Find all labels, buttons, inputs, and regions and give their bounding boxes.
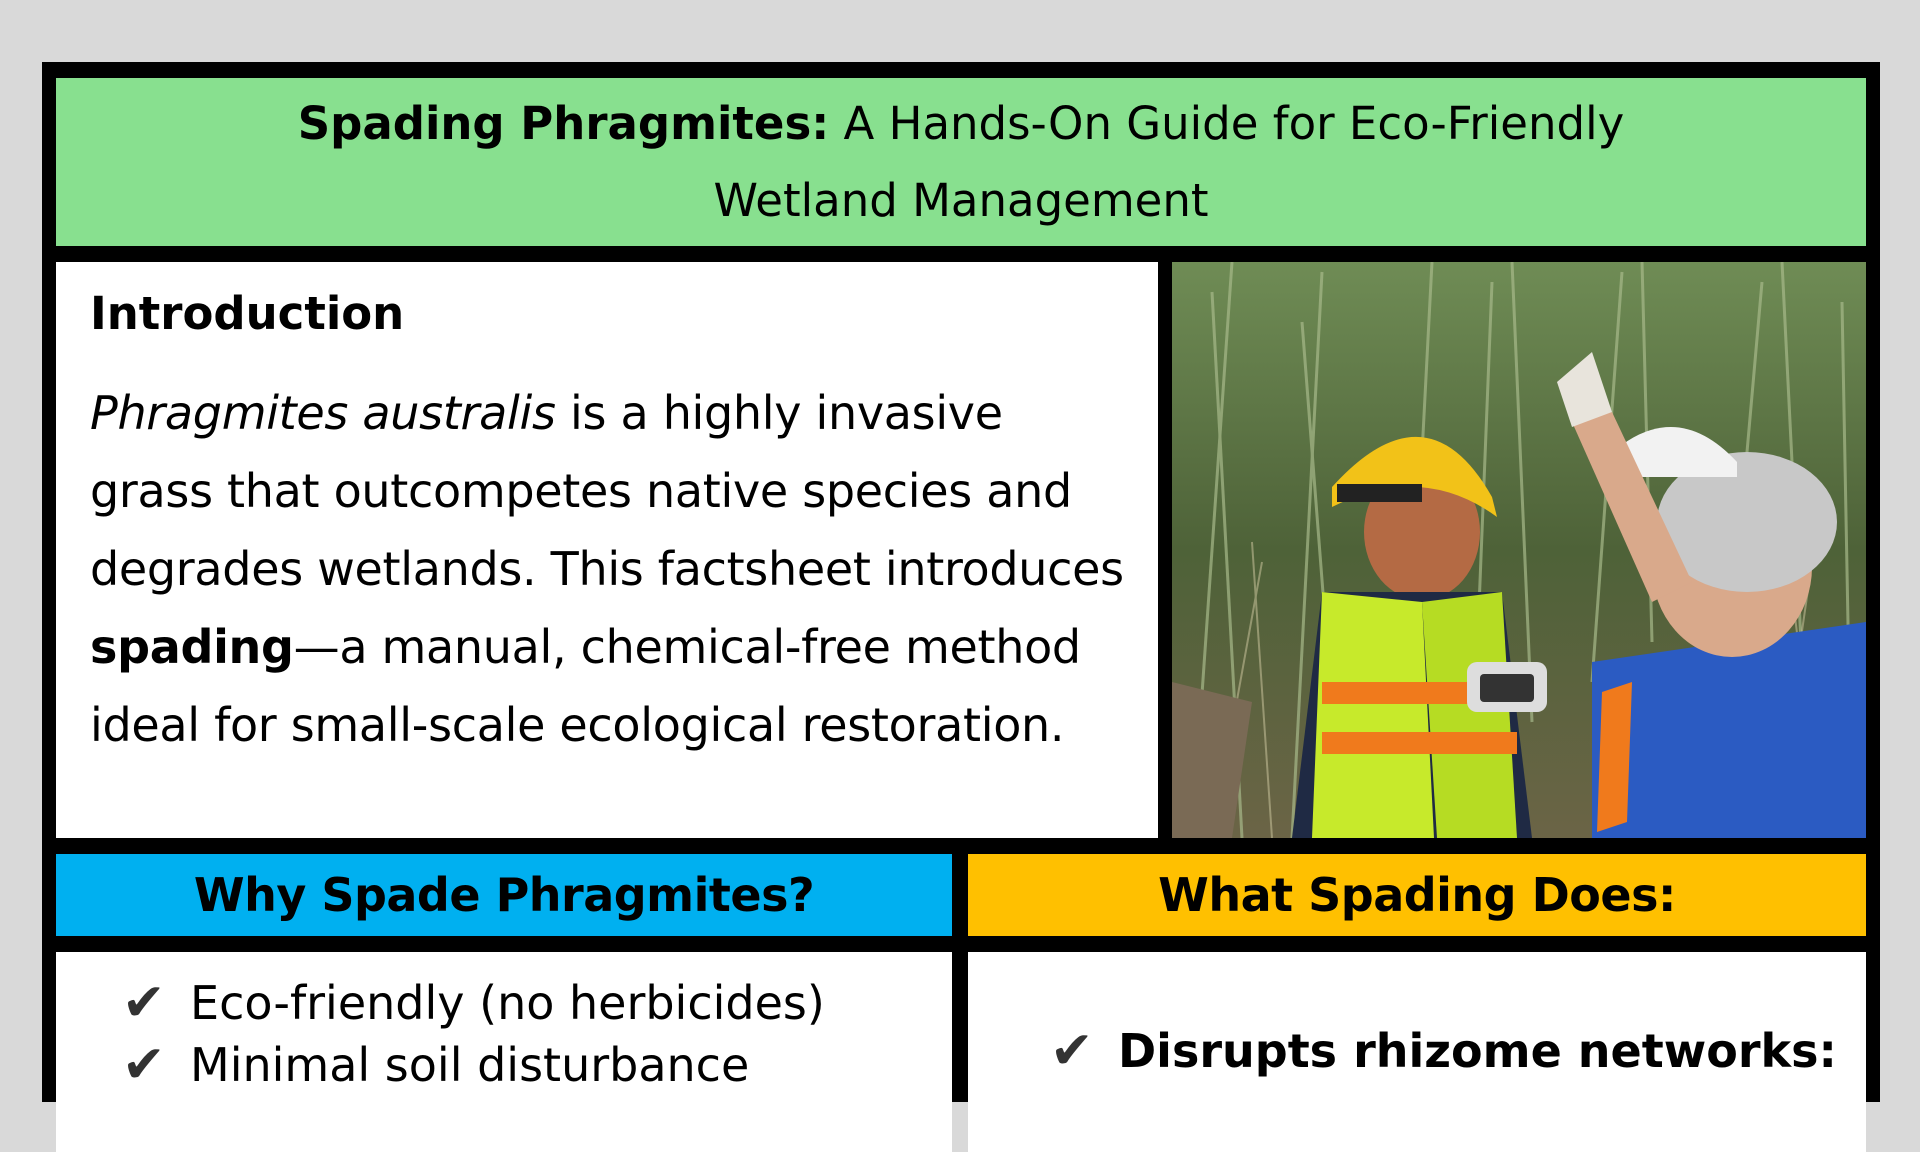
- what-section-body: [968, 952, 1866, 1152]
- what-section-title: What Spading Does:: [1158, 868, 1676, 922]
- title-bold: Spading Phragmites:: [297, 97, 830, 150]
- list-item-label: Minimal soil disturbance: [190, 1038, 750, 1092]
- list-item: [122, 1034, 952, 1096]
- why-section-body: [56, 952, 952, 1152]
- why-section-title: Why Spade Phragmites?: [193, 868, 815, 922]
- page-title: [298, 85, 1624, 239]
- species-name: Phragmites australis: [90, 386, 556, 440]
- check-icon: ✔: [122, 973, 166, 1033]
- field-photo: [1172, 262, 1866, 838]
- check-icon: ✔: [122, 1035, 166, 1095]
- introduction-panel: [56, 262, 1158, 838]
- what-section-header: [968, 854, 1866, 936]
- photo-illustration: [1172, 262, 1866, 838]
- why-section-header: [56, 854, 952, 936]
- introduction-heading: Introduction: [90, 287, 405, 340]
- introduction-text: [90, 374, 1138, 764]
- list-item: [1050, 1020, 1866, 1082]
- check-icon: ✔: [1050, 1021, 1094, 1081]
- intro-text-1: is a highly invasive grass that outcompetes native species and degrades wetlands. This factsheet introduces: [90, 386, 1124, 596]
- intro-text-2: —a manual, chemical-free method ideal for small-scale ecological restoration.: [90, 620, 1081, 752]
- list-item-label: Eco-friendly (no herbicides): [190, 976, 825, 1030]
- spading-term: spading: [90, 620, 294, 674]
- list-item-label: Disrupts rhizome networks:: [1118, 1024, 1837, 1078]
- title-rest: A Hands-On Guide for Eco-Friendly: [829, 97, 1625, 150]
- factsheet-frame: [42, 62, 1880, 1102]
- list-item: [122, 972, 952, 1034]
- title-line2: Wetland Management: [713, 174, 1209, 227]
- title-banner: [56, 78, 1866, 246]
